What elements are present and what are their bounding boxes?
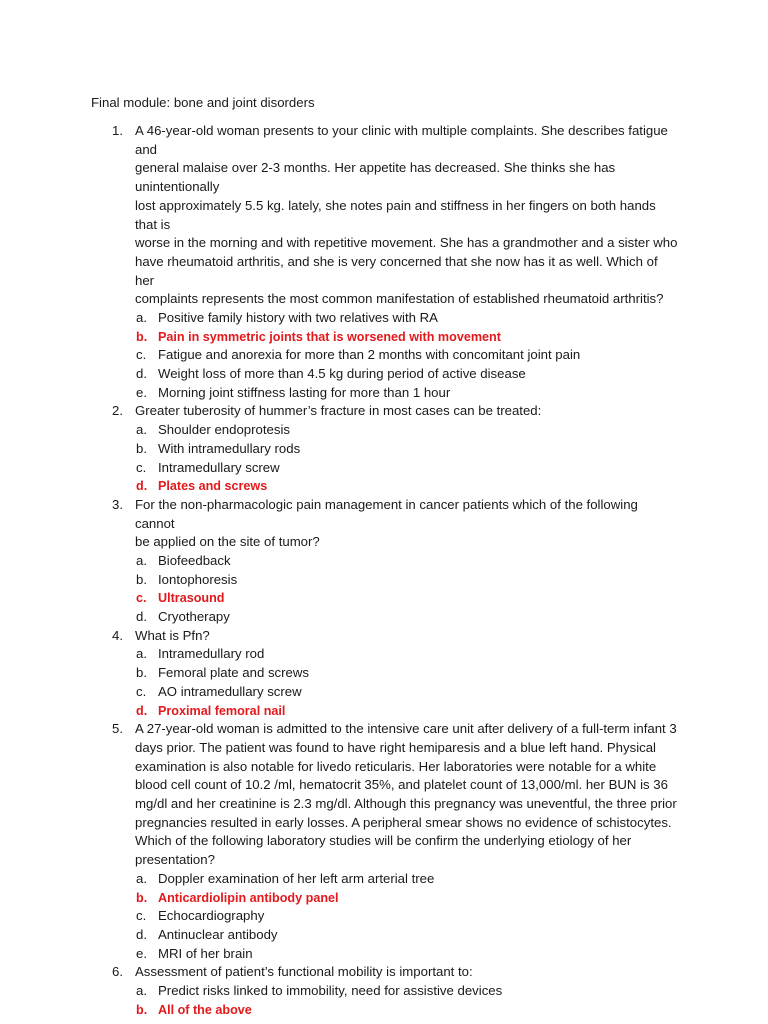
answer-option-correct <box>0 477 768 496</box>
question-text-line: Which of the following laboratory studies will be confirm the underlying etiology of her <box>135 833 632 849</box>
option-letter: c. <box>136 908 147 924</box>
option-text: Shoulder endoprotesis <box>158 422 290 438</box>
option-text: Doppler examination of her left arm arterial tree <box>158 870 435 886</box>
answer-option-correct <box>0 328 768 347</box>
answer-option <box>0 346 768 365</box>
answer-option <box>0 945 768 964</box>
option-text: Predict risks linked to immobility, need for assistive devices <box>158 983 503 998</box>
question-item <box>0 627 768 720</box>
question-number: 1. <box>112 123 123 138</box>
option-text: Proximal femoral nail <box>158 703 286 718</box>
option-letter: a. <box>136 646 147 662</box>
option-letter: b. <box>136 890 148 905</box>
question-text-line: pregnancies resulted in early losses. A peripheral smear shows no evidence of schistocytes. <box>135 814 672 830</box>
question-text-line: general malaise over 2-3 months. Her appetite has decreased. She thinks she has unintentionally <box>135 160 616 195</box>
answer-option <box>0 645 768 664</box>
answer-option <box>0 440 768 459</box>
option-letter: d. <box>136 479 148 494</box>
answer-option <box>0 365 768 384</box>
question-text <box>135 720 680 870</box>
answer-option <box>0 571 768 590</box>
question-text-line: be applied on the site of tumor? <box>135 534 320 550</box>
question-list <box>0 122 768 1019</box>
option-letter: b. <box>136 665 147 681</box>
option-text: Biofeedback <box>158 553 231 569</box>
question-number: 6. <box>112 964 123 980</box>
question-number: 3. <box>112 496 123 512</box>
question-text-line: A 46-year-old woman presents to your clinic with multiple complaints. She describes fatigue and <box>135 123 668 157</box>
answer-option <box>0 459 768 478</box>
option-text: Morning joint stiffness lasting for more than 1 hour <box>158 384 451 400</box>
option-letter: b. <box>136 571 147 587</box>
question-text-line: lost approximately 5.5 kg. lately, she notes pain and stiffness in her fingers on both hands that is <box>135 197 656 232</box>
answer-option-correct <box>0 702 768 721</box>
question-text-line: examination is also notable for livedo reticularis. Her laboratories were notable for a white <box>135 758 657 774</box>
option-text: AO intramedullary screw <box>158 683 302 699</box>
question-text-line: What is Pfn? <box>135 627 210 643</box>
question-text-line: have rheumatoid arthritis, and she is very concerned that she now has it as well. Which of her <box>135 253 658 288</box>
option-text: With intramedullary rods <box>158 440 301 456</box>
option-text: Femoral plate and screws <box>158 665 309 681</box>
option-text: Pain in symmetric joints that is worsened with movement <box>158 329 501 344</box>
option-text: All of the above <box>158 1002 252 1017</box>
option-text: Positive family history with two relatives with RA <box>158 310 438 326</box>
question-text <box>135 963 680 982</box>
option-letter: c. <box>136 347 147 363</box>
option-text: Intramedullary screw <box>158 459 280 475</box>
question-text <box>135 402 680 421</box>
option-letter: b. <box>136 440 147 456</box>
question-text-line: blood cell count of 10.2 /ml, hematocrit 35%, and platelet count of 13,000/ml. her BUN is 36 <box>135 777 668 793</box>
option-text: Echocardiography <box>158 908 265 924</box>
answer-option <box>0 907 768 926</box>
option-letter: c. <box>136 591 147 606</box>
option-letter: e. <box>136 384 147 400</box>
answer-option <box>0 384 768 403</box>
option-letter: d. <box>136 926 147 942</box>
option-text: Antinuclear antibody <box>158 926 278 942</box>
answer-option-correct <box>0 1001 768 1020</box>
question-text-line: days prior. The patient was found to have right hemiparesis and a blue left hand. Physical <box>135 739 656 755</box>
answer-option <box>0 870 768 889</box>
question-number: 5. <box>112 721 123 737</box>
answer-option <box>0 608 768 627</box>
option-letter: a. <box>136 870 147 886</box>
answer-option <box>0 552 768 571</box>
option-text: Plates and screws <box>158 479 268 494</box>
option-letter: c. <box>136 459 147 475</box>
option-letter: c. <box>136 683 147 699</box>
option-letter: a. <box>136 983 147 998</box>
option-letter: b. <box>136 329 148 344</box>
question-text-line: Greater tuberosity of hummer’s fracture in most cases can be treated: <box>135 403 542 419</box>
question-text-line: worse in the morning and with repetitive movement. She has a grandmother and a sister who <box>135 235 678 251</box>
question-text-line: For the non-pharmacologic pain management in cancer patients which of the following cannot <box>135 496 638 531</box>
question-item <box>0 122 768 402</box>
answer-option <box>0 664 768 683</box>
option-letter: a. <box>136 310 147 326</box>
question-text <box>135 496 680 552</box>
option-text: Intramedullary rod <box>158 646 265 662</box>
option-letter: a. <box>136 553 147 569</box>
question-text-line: complaints represents the most common manifestation of established rheumatoid arthritis? <box>135 291 664 307</box>
question-number: 4. <box>112 627 123 643</box>
question-text-line: A 27-year-old woman is admitted to the intensive care unit after delivery of a full-term infant 3 <box>135 721 677 737</box>
answer-option <box>0 683 768 702</box>
option-text: Anticardiolipin antibody panel <box>158 890 339 905</box>
answer-option <box>0 926 768 945</box>
option-letter: d. <box>136 366 147 382</box>
question-text <box>135 627 680 646</box>
option-text: Fatigue and anorexia for more than 2 months with concomitant joint pain <box>158 347 581 363</box>
question-text <box>135 122 680 309</box>
answer-option <box>0 982 768 1001</box>
option-text: Weight loss of more than 4.5 kg during period of active disease <box>158 366 526 382</box>
option-text: MRI of her brain <box>158 945 253 961</box>
question-text-line: Assessment of patient’s functional mobility is important to: <box>135 964 473 980</box>
answer-option-correct <box>0 889 768 908</box>
answer-option <box>0 421 768 440</box>
question-number: 2. <box>112 403 123 419</box>
option-text: Iontophoresis <box>158 571 238 587</box>
option-letter: d. <box>136 703 148 718</box>
question-item <box>0 402 768 495</box>
question-item <box>0 720 768 963</box>
question-item <box>0 963 768 1019</box>
question-text-line: presentation? <box>135 852 215 868</box>
question-text-line: mg/dl and her creatinine is 2.3 mg/dl. Although this pregnancy was uneventful, the three prior <box>135 796 677 812</box>
answer-option-correct <box>0 589 768 608</box>
question-item <box>0 496 768 627</box>
option-letter: d. <box>136 609 147 625</box>
option-letter: e. <box>136 945 147 961</box>
option-text: Ultrasound <box>158 591 225 606</box>
option-letter: a. <box>136 422 147 438</box>
option-text: Cryotherapy <box>158 609 230 625</box>
option-letter: b. <box>136 1002 148 1017</box>
document-title: Final module: bone and joint disorders <box>91 95 315 110</box>
answer-option <box>0 309 768 328</box>
